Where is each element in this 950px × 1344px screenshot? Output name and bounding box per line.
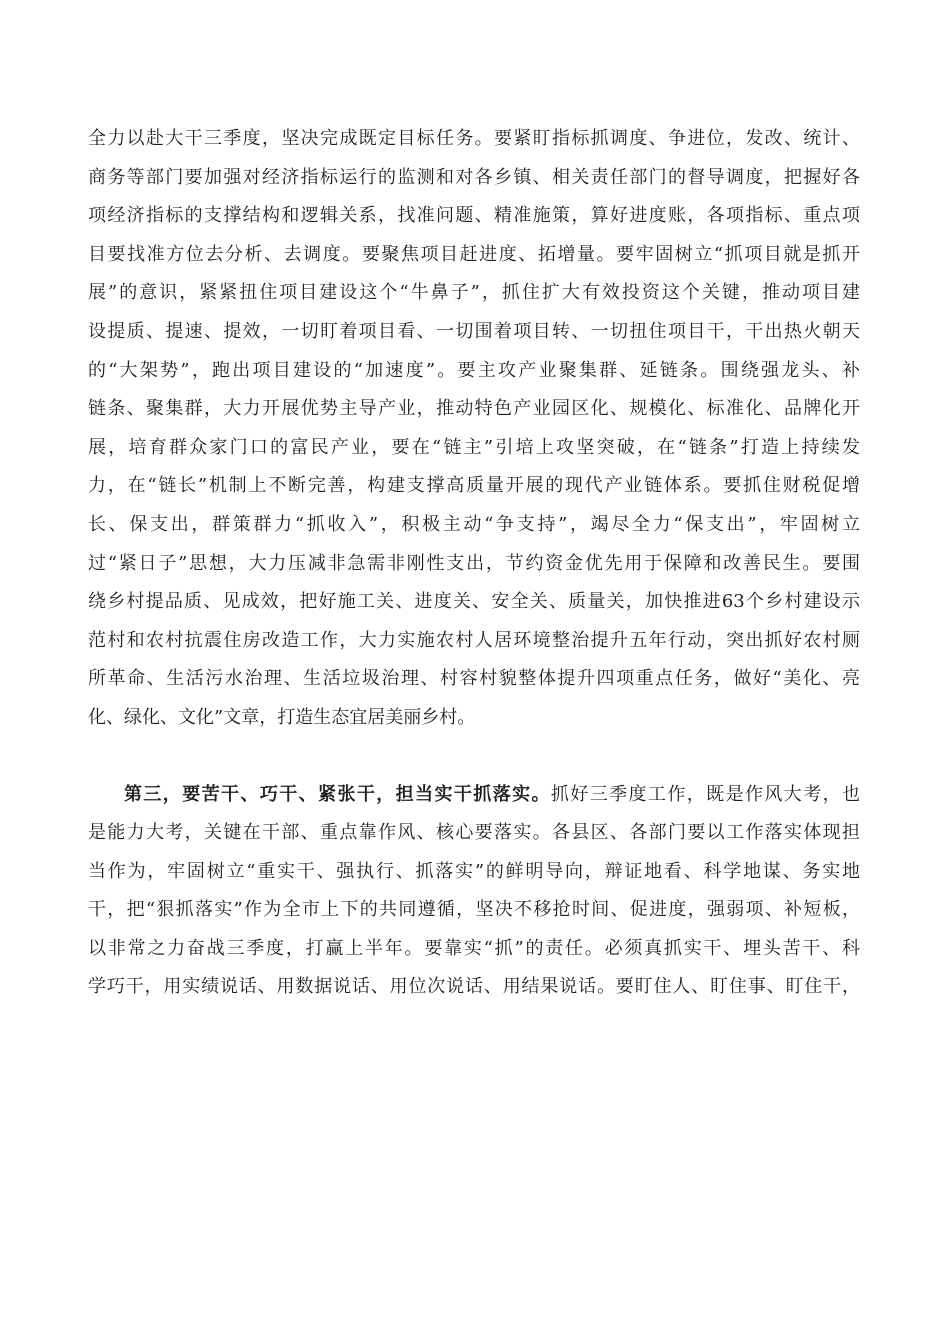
text-line: 以非常之力奋战三季度，打赢上半年。要靠实“抓”的责任。必须真抓实干、埋头苦干、科 <box>88 937 860 959</box>
text-line: 是能力大考，关键在干部、重点靠作风、核心要落实。各县区、各部门要以工作落实体现担 <box>88 822 860 844</box>
text-line: 化、绿化、文化”文章，打造生态宜居美丽乡村。 <box>88 706 476 728</box>
paragraph-first-line-text: 抓好三季度工作，既是作风大考，也 <box>550 783 860 805</box>
text-line: 商务等部门要加强对经济指标运行的监测和对各乡镇、相关责任部门的督导调度，把握好各 <box>88 166 860 188</box>
paragraph-implementation <box>88 776 860 1008</box>
text-line: 链条、聚集群，大力开展优势主导产业，推动特色产业园区化、规模化、标准化、品牌化开 <box>88 398 860 420</box>
text-line: 的“大架势”，跑出项目建设的“加速度”。要主攻产业聚集群、延链条。围绕强龙头、补 <box>88 359 860 381</box>
text-line: 过“紧日子”思想，大力压减非急需非刚性支出，节约资金优先用于保障和改善民生。要围 <box>88 552 860 574</box>
paragraph-first-line <box>88 776 860 815</box>
text-line: 设提质、提速、提效，一切盯着项目看、一切围着项目转、一切扭住项目干，干出热火朝天 <box>88 320 860 342</box>
text-line: 展”的意识，紧紧扭住项目建设这个“牛鼻子”，抓住扩大有效投资这个关键，推动项目建 <box>88 282 860 304</box>
text-line: 目要找准方位去分析、去调度。要聚焦项目赶进度、拓增量。要牢固树立“抓项目就是抓开 <box>88 243 860 265</box>
text-line: 长、保支出，群策群力“抓收入”，积极主动“争支持”，竭尽全力“保支出”，牢固树立 <box>88 513 860 535</box>
text-line: 项经济指标的支撑结构和逻辑关系，找准问题、精准施策，算好进度账，各项指标、重点项 <box>88 205 860 227</box>
paragraph-spacer <box>88 738 860 776</box>
paragraph-heading: 第三，要苦干、巧干、紧张干，担当实干抓落实。 <box>124 783 551 805</box>
document-body <box>88 120 860 1007</box>
text-line: 学巧干，用实绩说话、用数据说话、用位次说话、用结果说话。要盯住人、盯住事、盯住干， <box>88 976 860 998</box>
text-line: 范村和农村抗震住房改造工作，大力实施农村人居环境整治提升五年行动，突出抓好农村厕 <box>88 629 860 651</box>
text-line: 当作为，牢固树立“重实干、强执行、抓落实”的鲜明导向，辩证地看、科学地谋、务实地 <box>88 860 860 882</box>
paragraph-economy-projects <box>88 120 860 738</box>
text-line: 绕乡村提品质、见成效，把好施工关、进度关、安全关、质量关，加快推进63个乡村建设示 <box>88 591 860 613</box>
text-line: 全力以赴大干三季度，坚决完成既定目标任务。要紧盯指标抓调度、争进位，发改、统计、 <box>88 128 860 149</box>
text-line: 展，培育群众家门口的富民产业，要在“链主”引培上攻坚突破，在“链条”打造上持续发 <box>88 436 860 458</box>
text-line: 干，把“狠抓落实”作为全市上下的共同遵循，坚决不移抢时间、促进度，强弱项、补短板， <box>88 899 860 921</box>
text-line: 所革命、生活污水治理、生活垃圾治理、村容村貌整体提升四项重点任务，做好“美化、亮 <box>88 668 860 690</box>
text-line: 力，在“链长”机制上不断完善，构建支撑高质量开展的现代产业链体系。要抓住财税促增 <box>88 475 860 497</box>
